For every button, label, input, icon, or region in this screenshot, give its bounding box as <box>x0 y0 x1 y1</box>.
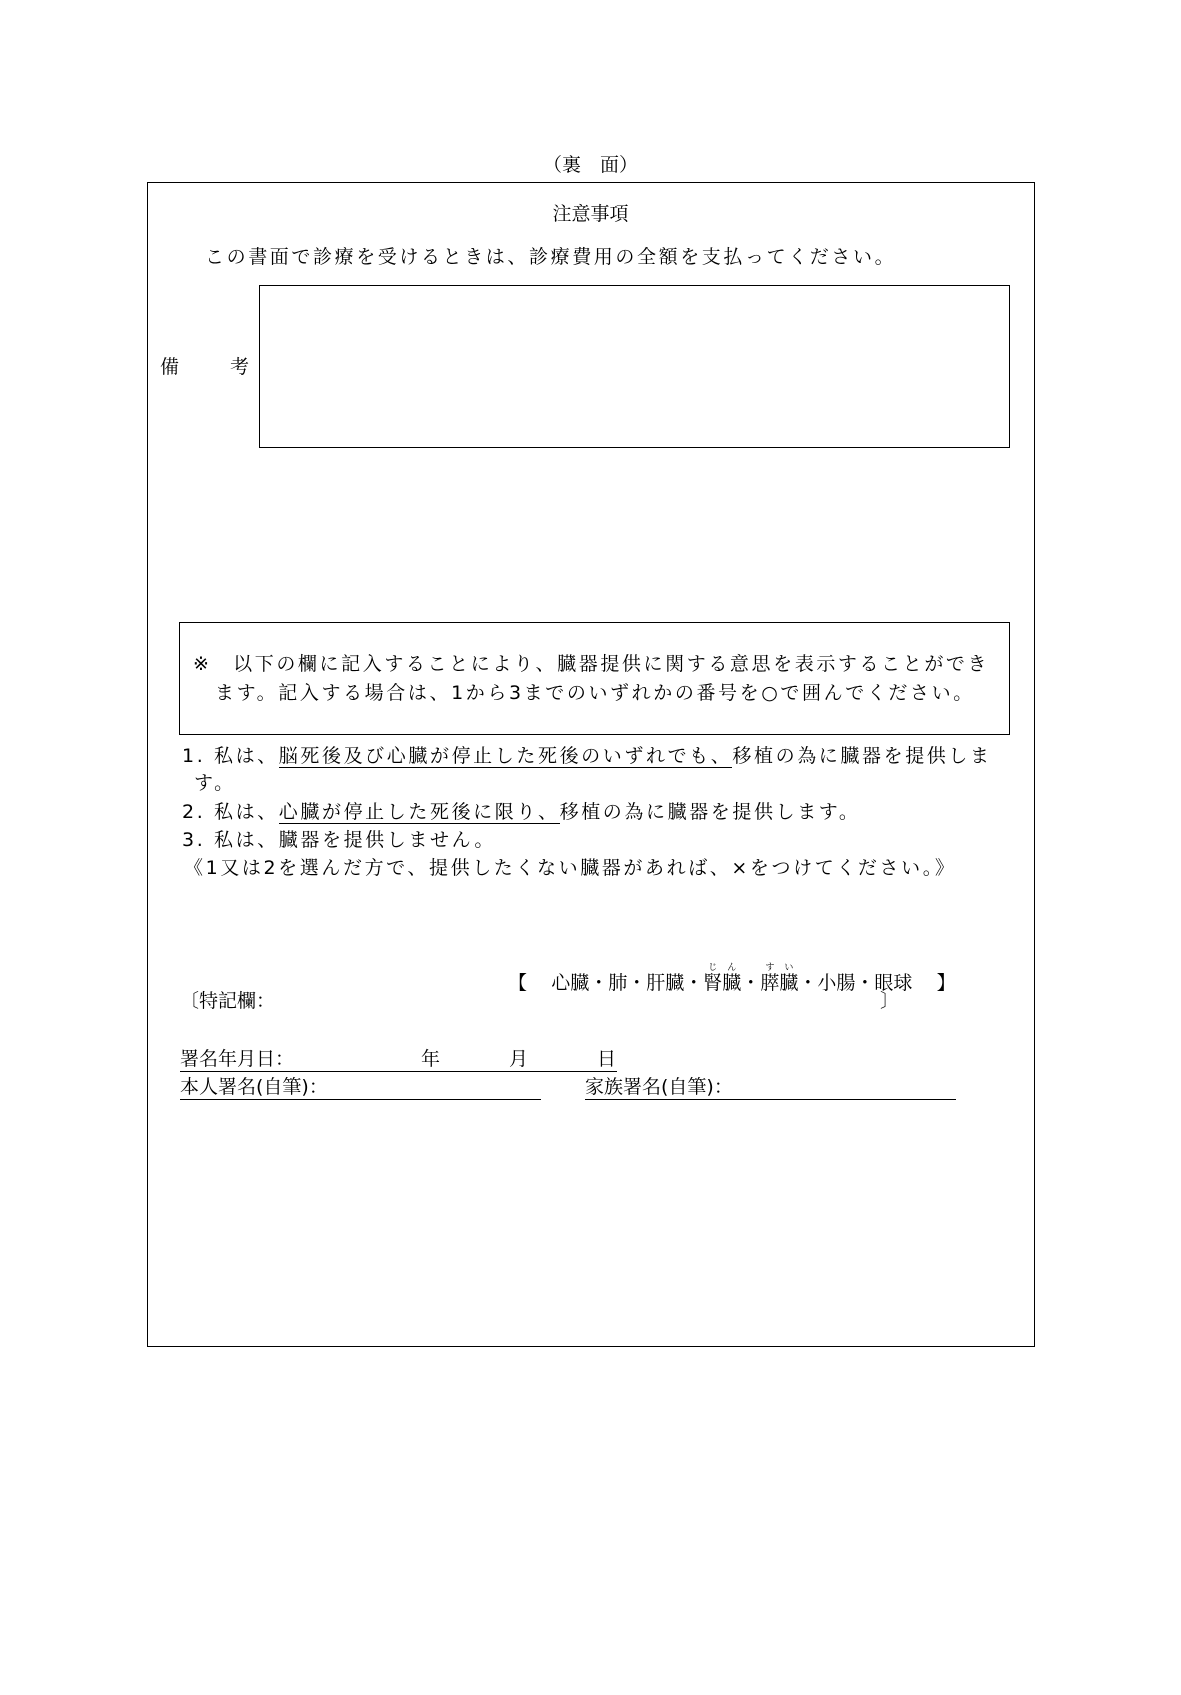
organ-kidney-label: 腎臓 <box>703 972 742 994</box>
organ-notice-line-1: ※ 以下の欄に記入することにより、臓器提供に関する意思を表示することができ <box>193 653 990 675</box>
organ-lung[interactable]: 肺 <box>608 972 628 994</box>
organ-eye[interactable]: 眼球 <box>874 972 913 994</box>
option-1-underlined: 脳死後及び心臓が停止した死後のいずれでも、 <box>278 745 733 767</box>
family-sign-label: 家族署名(自筆)： <box>585 1076 733 1098</box>
sep: ・ <box>855 972 875 994</box>
special-close: 〕 <box>880 990 900 1012</box>
instruction-text: 《1又は2を選んだ方で、提供したくない臓器があれば、×をつけてください。》 <box>184 857 957 879</box>
organ-pancreas[interactable] <box>760 963 799 994</box>
option-3-suffix: 臓器を提供しません。 <box>278 829 496 851</box>
option-1-wrap: す。 <box>194 772 236 794</box>
sep: ・ <box>589 972 609 994</box>
special-field[interactable] <box>460 992 880 1012</box>
notes-title: 注意事項 <box>552 203 629 225</box>
sign-year: 年 <box>421 1048 441 1070</box>
option-2[interactable] <box>182 803 860 822</box>
option-2-underlined: 心臓が停止した死後に限り、 <box>278 801 560 823</box>
option-3-prefix: 3. 私は、 <box>182 829 279 851</box>
remarks-label-1: 備 <box>160 356 180 378</box>
option-1-suffix: 移植の為に臓器を提供しま <box>732 745 992 767</box>
sep: ・ <box>627 972 647 994</box>
organ-small-intestine[interactable]: 小腸 <box>817 972 856 994</box>
family-sign-field[interactable] <box>585 1099 956 1100</box>
self-sign-field[interactable] <box>180 1099 541 1100</box>
remarks-label-2: 考 <box>230 356 250 378</box>
option-1[interactable] <box>182 747 992 766</box>
page-side-heading: （裏 面） <box>542 154 638 176</box>
remarks-field[interactable] <box>259 285 1010 448</box>
sign-month: 月 <box>509 1048 529 1070</box>
sep: ・ <box>741 972 761 994</box>
organ-list-open: 【 <box>508 972 528 994</box>
kidney-ruby: じん <box>703 963 742 973</box>
sep: ・ <box>798 972 818 994</box>
option-2-suffix: 移植の為に臓器を提供します。 <box>559 801 861 823</box>
option-2-prefix: 2. 私は、 <box>182 801 279 823</box>
notes-text: この書面で診療を受けるときは、診療費用の全額を支払ってください。 <box>205 246 897 268</box>
organ-list-close: 】 <box>936 972 956 994</box>
sign-date-label: 署名年月日： <box>180 1048 295 1070</box>
self-sign-label: 本人署名(自筆)： <box>180 1076 328 1098</box>
special-label: 〔特記欄： <box>180 990 276 1012</box>
pancreas-ruby: すい <box>760 963 799 973</box>
organ-heart[interactable]: 心臓 <box>551 972 590 994</box>
organ-notice-line-2: ます。記入する場合は、1から3までのいずれかの番号を○で囲んでください。 <box>215 682 975 704</box>
sep: ・ <box>684 972 704 994</box>
organ-pancreas-label: 膵臓 <box>760 972 799 994</box>
organ-notice-box <box>179 622 1010 735</box>
sign-day: 日 <box>597 1048 617 1070</box>
option-3[interactable] <box>182 831 496 850</box>
organ-list <box>508 963 956 993</box>
organ-kidney[interactable] <box>703 963 742 994</box>
organ-liver[interactable]: 肝臓 <box>646 972 685 994</box>
option-1-prefix: 1. 私は、 <box>182 745 279 767</box>
sign-date-field[interactable] <box>180 1071 617 1072</box>
